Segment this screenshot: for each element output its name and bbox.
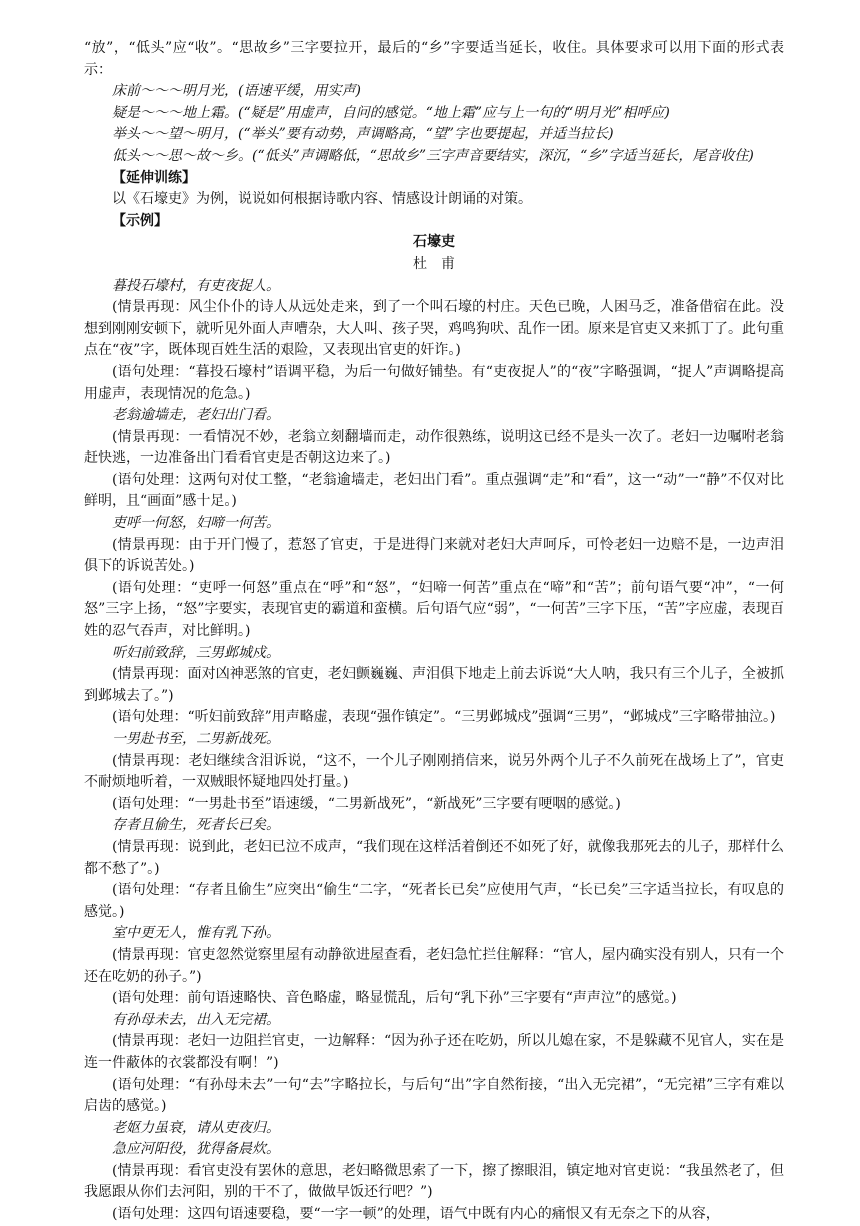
tone-note: (语句处理：“存者且偷生”应突出“偷生“二字，“死者长已矣”应使用气声，“长已矣”三字适当拉长，有叹息的感觉。): [84, 882, 784, 920]
poem-verse: 吏呼一何怒，妇啼一何苦。: [112, 515, 280, 532]
scene-note: (情景再现：风尘仆仆的诗人从远处走来，到了一个叫石壕的村庄。天色已晚，人困马乏，准备借宿在此。没想到刚刚安顿下，就听见外面人声嘈杂，大人叫、孩子哭，鸡鸣狗吠、乱作一团。原来是官吏又来抓丁了。此句重点在“夜”字，既体现百姓生活的艰险，又表现出官吏的奸诈。): [84, 299, 784, 359]
document-page: [84, 38, 784, 1226]
poem-verse: 一男赴书至，二男新战死。: [112, 731, 280, 747]
tone-note: (语句处理：“听妇前致辞”用声略虚，表现“强作镇定”。“三男邺城戍”强调“三男”，“邺城戍”三字略带抽泣。): [112, 709, 776, 726]
poem-verse: 听妇前致辞，三男邺城戍。: [112, 644, 280, 661]
scene-note: (情景再现：老妇继续含泪诉说，“这不，一个儿子刚刚捎信来，说另外两个儿子不久前死在战场上了”，官吏不耐烦地听着，一双贼眼怀疑地四处打量。): [84, 752, 784, 791]
tone-note: (语句处理：前句语速略快、音色略虚，略显慌乱，后句“乳下孙”三字要有“声声泣”的感觉。): [112, 990, 677, 1007]
poem-verse: 室中更无人，惟有乳下孙。: [112, 925, 280, 942]
scene-note: (情景再现：由于开门慢了，惹怒了官吏，于是进得门来就对老妇大声呵斥，可怜老妇一边赔不是，一边声泪俱下的诉说苦处。): [84, 536, 784, 575]
scene-note: (情景再现：面对凶神恶煞的官吏，老妇颤巍巍、声泪俱下地走上前去诉说“大人呐，我只有三个儿子，全被抓到邺城去了。”): [84, 666, 784, 704]
poem-verse: 存者且偷生，死者长已矣。: [112, 817, 280, 834]
scene-note: (情景再现：老妇一边阻拦官吏，一边解释：“因为孙子还在吃奶，所以儿媳在家，不是躲藏不见官人，实在是连一件蔽体的衣裳都没有啊！”): [84, 1033, 784, 1071]
recitation-form-line: 举头～～望～明月，(“举头”要有动势，声调略高，“望”字也要提起，并适当拉长): [112, 126, 614, 143]
recitation-form-line: 低头～～思～故～乡。(“低头”声调略低，“思故乡”三字声音要结实，深沉，“乡”字适当延长，尾音收住): [112, 147, 754, 164]
tone-note: (语句处理：这四句语速要稳，要“一字一顿”的处理，语气中既有内心的痛恨又有无奈之下的从容，: [112, 1206, 720, 1223]
scene-note: (情景再现：看官吏没有罢休的意思，老妇略微思索了一下，擦了擦眼泪，镇定地对官吏说：“我虽然老了，但我愿跟从你们去河阳，别的干不了，做做早饭还行吧？”): [84, 1162, 784, 1201]
extension-heading: 【延伸训练】: [112, 169, 196, 186]
poem-verse: 老翁逾墙走，老妇出门看。: [112, 407, 280, 424]
tone-note: (语句处理：“有孙母未去”一句“去”字略拉长，与后句“出”字自然衔接，“出入无完裙”，“无完裙”三字有难以启齿的感觉。): [84, 1076, 784, 1115]
tone-note: (语句处理：这两句对仗工整，“老翁逾墙走，老妇出门看”。重点强调“走”和“看”，这一“动”一“静”不仅对比鲜明，且“画面”感十足。): [84, 471, 784, 510]
poem-verse: 暮投石壕村，有吏夜捉人。: [112, 277, 280, 294]
scene-note: (情景再现：说到此，老妇已泣不成声，“我们现在这样活着倒还不如死了好，就像我那死去的儿子，那样什么都不愁了”。): [84, 838, 784, 877]
poem-verse: 有孙母未去，出入无完裙。: [112, 1011, 280, 1028]
recitation-form-line: 床前～～～明月光，(语速平缓，用实声): [112, 83, 361, 100]
poem-verse: 急应河阳役，犹得备晨炊。: [112, 1141, 280, 1158]
intro-text: “放”，“低头”应“收”。“思故乡”三字要拉开，最后的“乡”字要适当延长，收住。具体要求可以用下面的形式表示：: [84, 40, 784, 78]
tone-note: (语句处理：“吏呼一何怒”重点在“呼”和“怒”，“妇啼一何苦”重点在“啼”和“苦”；前句语气要“冲”，“一何怒”三字上扬，“怒”字要实，表现官吏的霸道和蛮横。后句语气应“弱”，“一何苦”三字下压，“苦”字应虚，表现百姓的忍气吞声，对比鲜明。): [84, 579, 784, 640]
recitation-form-line: 疑是～～～地上霜。(“疑是”用虚声，自问的感觉。“地上霜”应与上一句的“明月光”相呼应): [112, 104, 670, 121]
extension-task: 以《石壕吏》为例，说说如何根据诗歌内容、情感设计朗诵的对策。: [112, 191, 532, 208]
scene-note: (情景再现：一看情况不妙，老翁立刻翻墙而走，动作很熟练，说明这已经不是头一次了。老妇一边嘱咐老翁赶快逃，一边准备出门看看官吏是否朝这边来了。): [84, 428, 784, 467]
tone-note: (语句处理：“一男赴书至”语速缓，“二男新战死”，“新战死”三字要有哽咽的感觉。): [112, 795, 621, 812]
example-heading: 【示例】: [112, 212, 168, 229]
poem-author: 杜 甫: [413, 255, 455, 272]
scene-note: (情景再现：官吏忽然觉察里屋有动静欲进屋查看，老妇急忙拦住解释：“官人，屋内确实没有别人，只有一个还在吃奶的孙子。”): [84, 946, 784, 985]
poem-title: 石壕吏: [413, 234, 455, 251]
poem-verse: 老妪力虽衰，请从吏夜归。: [112, 1119, 280, 1136]
tone-note: (语句处理：“暮投石壕村”语调平稳，为后一句做好铺垫。有“吏夜捉人”的“夜”字略强调，“捉人”声调略提高用虚声，表现情况的危急。): [84, 363, 784, 402]
